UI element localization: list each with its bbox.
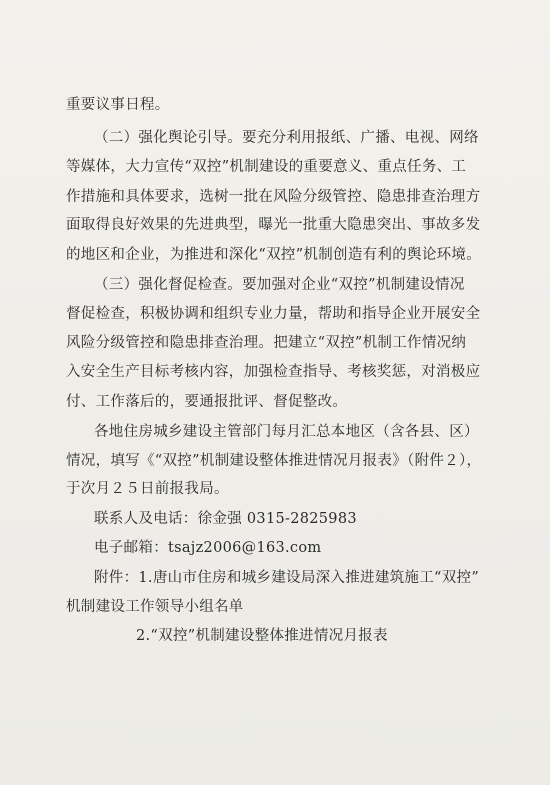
paragraph-line: 面取得良好效果的先进典型，曝光一批重大隐患突出、事故多发 (66, 217, 481, 233)
paragraph-line: 等媒体，大力宣传“双控”机制建设的重要意义、重点任务、工 (66, 159, 467, 175)
paragraph-line: 情况，填写《“双控”机制建设整体推进情况月报表》（附件２）， (66, 453, 482, 469)
attachment-1-line: 附件：1.唐山市住房和城乡建设局深入推进建筑施工“双控” (94, 570, 480, 586)
paragraph-line: 入安全生产目标考核内容，加强检查指导、考核奖惩，对消极应 (66, 364, 481, 380)
attachment-2-line: 2.“双控”机制建设整体推进情况月报表 (136, 628, 388, 644)
paragraph-line: 作措施和具体要求，选树一批在风险分级管控、隐患排查治理方 (66, 189, 481, 205)
paragraph-line: 于次月２５日前报我局。 (66, 481, 229, 497)
paragraph-line: 督促检查，积极协调和组织专业力量，帮助和指导企业开展安全 (66, 306, 481, 322)
show-through (150, 95, 530, 109)
paragraph-line: 重要议事日程。 (66, 97, 170, 113)
contact-email-line: 电子邮箱：tsajz2006@163.com (94, 540, 322, 556)
show-through (150, 660, 530, 674)
paragraph-line: 各地住房城乡建设主管部门每月汇总本地区（含各县、区） (94, 424, 479, 440)
paragraph-line: （二）强化舆论引导。要充分利用报纸、广播、电视、网络 (94, 130, 479, 146)
contact-person-line: 联系人及电话：徐金强 0315-2825983 (94, 511, 357, 527)
paragraph-line: 付、工作落后的，要通报批评、督促整改。 (66, 394, 348, 410)
paragraph-line: （三）强化督促检查。要加强对企业“双控”机制建设情况 (94, 277, 465, 293)
paragraph-line: 的地区和企业，为推进和深化“双控”机制创造有利的舆论环境。 (66, 247, 482, 263)
paragraph-line: 风险分级管控和隐患排查治理。把建立“双控”机制工作情况纳 (66, 335, 467, 351)
attachment-1-line-cont: 机制建设工作领导小组名单 (66, 599, 244, 615)
